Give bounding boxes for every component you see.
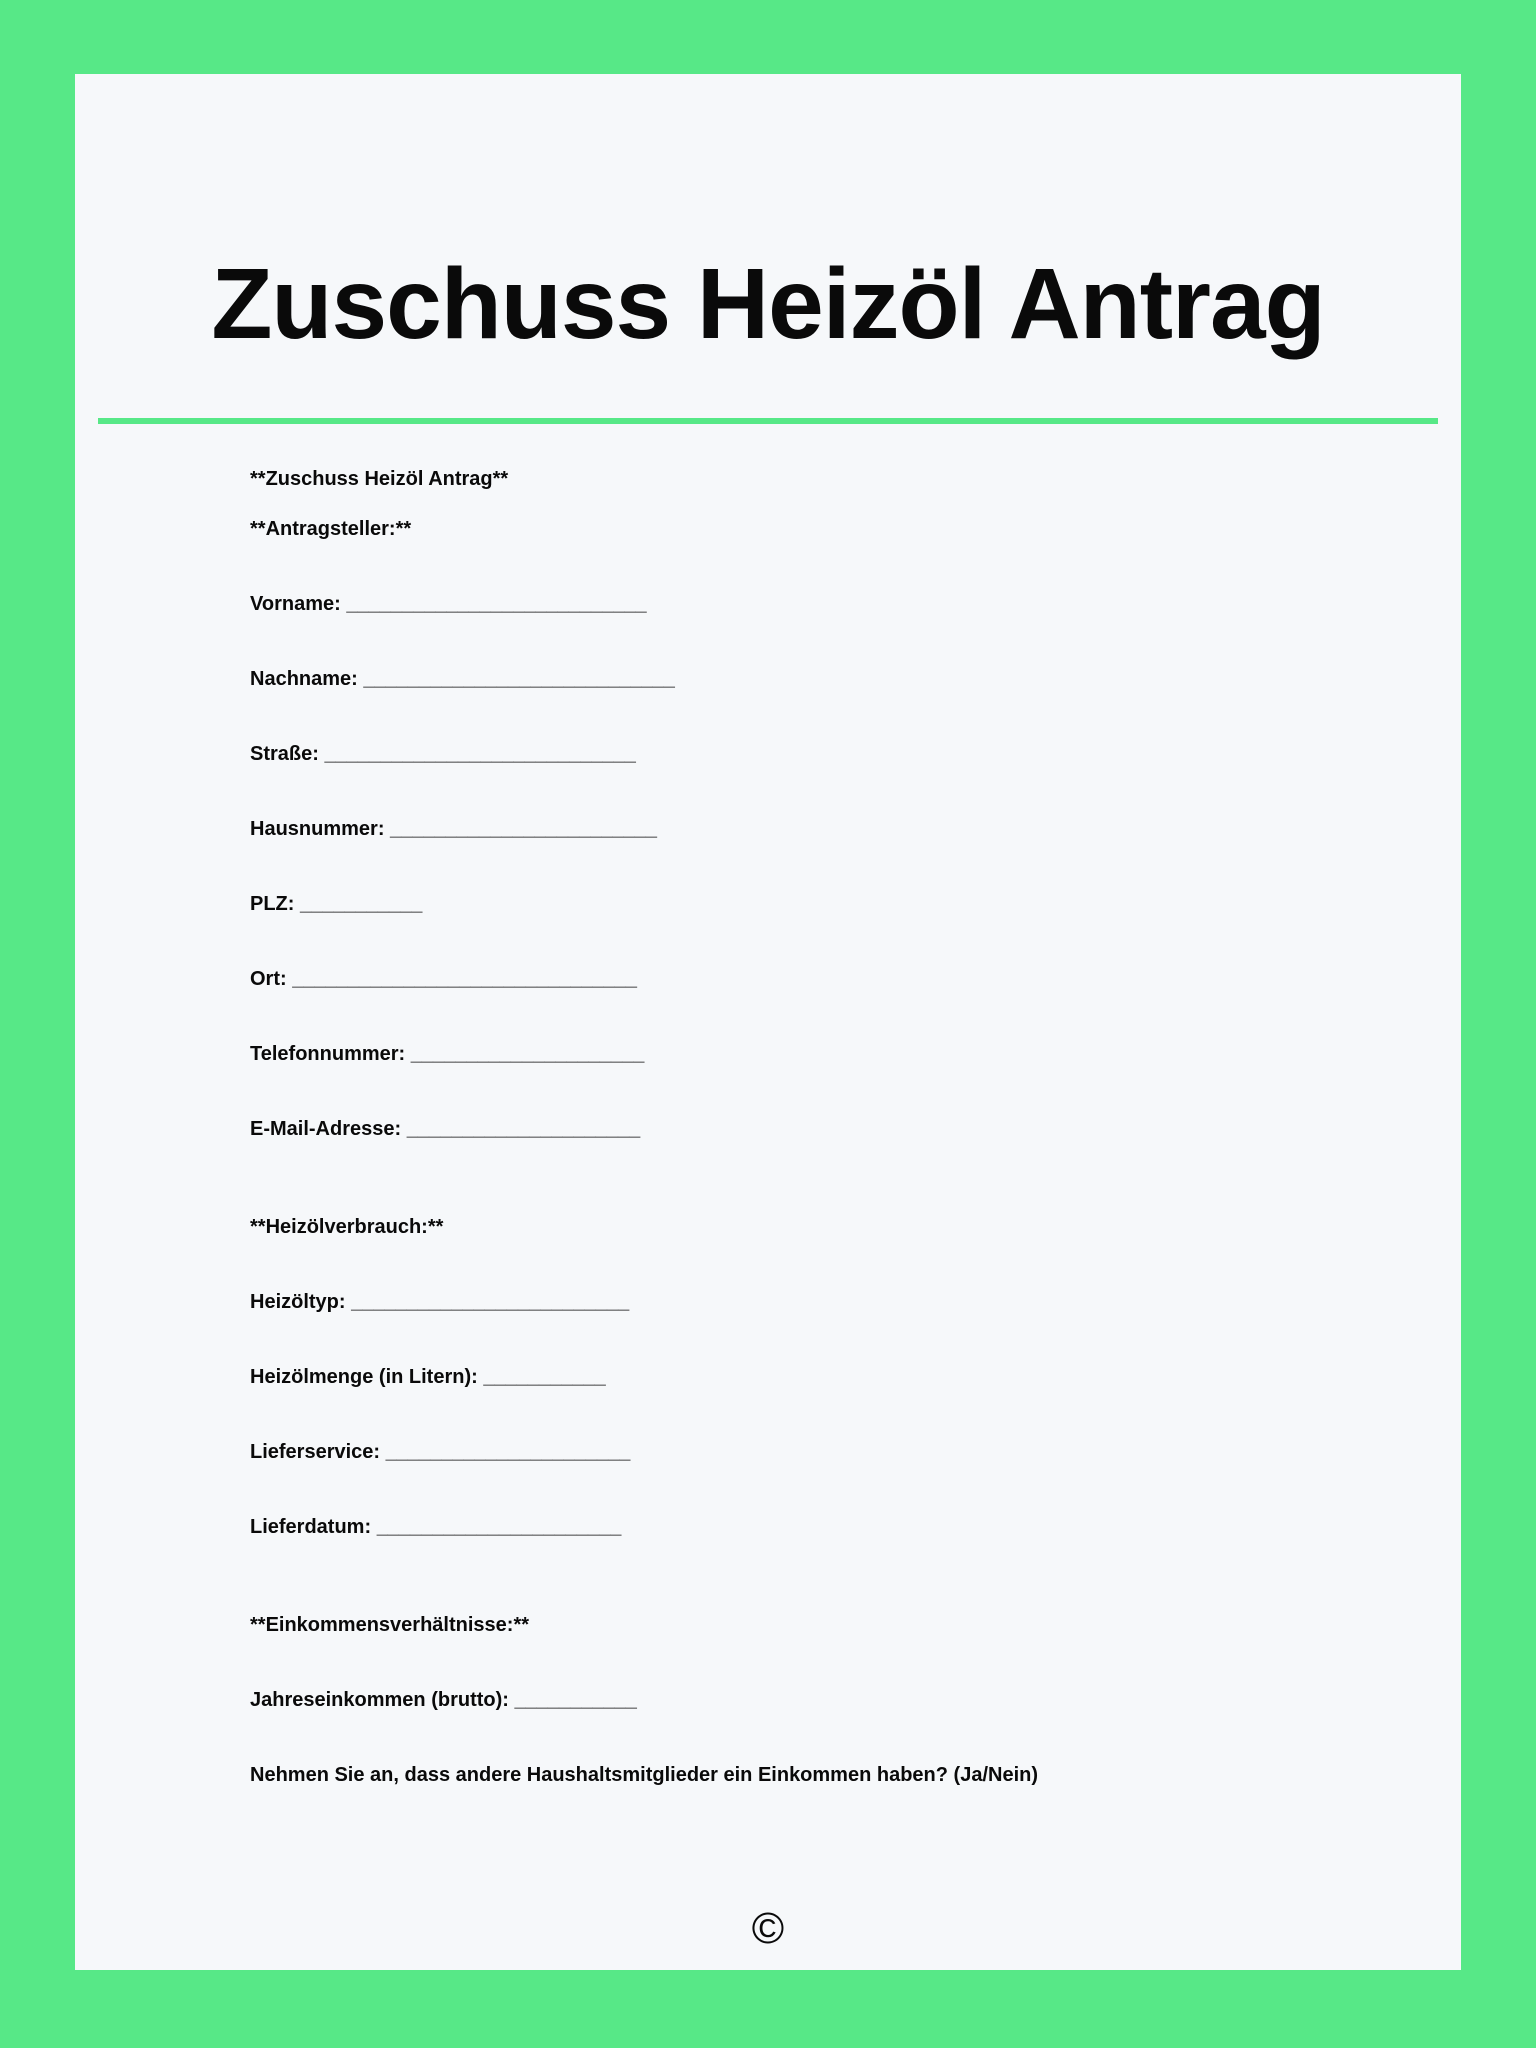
section-heading-heizoelverbrauch (250, 1215, 1421, 1240)
field-plz (250, 892, 1421, 917)
heading-text: **Einkommensverhältnisse:** (250, 1614, 530, 1636)
fill-in-blank: ________________________ (390, 818, 657, 840)
field-lieferdatum (250, 1515, 1421, 1540)
fill-in-blank: ____________________________ (324, 743, 636, 765)
field-label: Lieferservice: (250, 1441, 381, 1463)
heading-text: **Antragsteller:** (250, 518, 412, 540)
field-lieferservice (250, 1440, 1421, 1465)
field-label: Jahreseinkommen (brutto): (250, 1689, 509, 1711)
title-divider (98, 418, 1438, 424)
field-heizoelmenge (250, 1365, 1421, 1390)
fill-in-blank: ____________________________ (363, 668, 675, 690)
question-text: Nehmen Sie an, dass andere Haushaltsmitglieder ein Einkommen haben? (Ja/Nein) (250, 1764, 1038, 1786)
form-body (250, 467, 1421, 1788)
field-email-adresse (250, 1117, 1421, 1142)
field-label: Vorname: (250, 593, 341, 615)
field-label: PLZ: (250, 893, 295, 915)
field-vorname (250, 592, 1421, 617)
copyright-symbol: © (751, 1904, 785, 1953)
field-label: E-Mail-Adresse: (250, 1118, 402, 1140)
field-telefonnummer (250, 1042, 1421, 1067)
section-heading-einkommensverhaeltnisse (250, 1613, 1421, 1638)
fill-in-blank: ___________ (300, 893, 423, 915)
field-nachname (250, 667, 1421, 692)
fill-in-blank: ______________________ (376, 1516, 622, 1538)
fill-in-blank: _______________________________ (292, 968, 638, 990)
fill-in-blank: ___________________________ (346, 593, 647, 615)
document-page (75, 74, 1461, 1970)
form-heading (250, 467, 1421, 492)
section-heading-antragsteller (250, 517, 1421, 542)
fill-in-blank: _____________________ (406, 1118, 641, 1140)
fill-in-blank: ___________ (483, 1366, 606, 1388)
field-label: Telefonnummer: (250, 1043, 406, 1065)
field-label: Lieferdatum: (250, 1516, 372, 1538)
field-ort (250, 967, 1421, 992)
heading-text: **Zuschuss Heizöl Antrag** (250, 468, 509, 490)
field-hausnummer (250, 817, 1421, 842)
field-jahreseinkommen (250, 1688, 1421, 1713)
fill-in-blank: ______________________ (385, 1441, 631, 1463)
fill-in-blank: _____________________ (410, 1043, 645, 1065)
field-heizoeltyp (250, 1290, 1421, 1315)
page-title: Zuschuss Heizöl Antrag (211, 248, 1325, 360)
field-strasse (250, 742, 1421, 767)
field-label: Straße: (250, 743, 319, 765)
fill-in-blank: ___________ (514, 1689, 637, 1711)
field-label: Heizöltyp: (250, 1291, 346, 1313)
field-label: Nachname: (250, 668, 358, 690)
field-label: Ort: (250, 968, 287, 990)
field-label: Hausnummer: (250, 818, 385, 840)
heading-text: **Heizölverbrauch:** (250, 1216, 444, 1238)
field-label: Heizölmenge (in Litern): (250, 1366, 478, 1388)
question-haushaltsmitglieder-einkommen (250, 1763, 1421, 1788)
fill-in-blank: _________________________ (351, 1291, 630, 1313)
